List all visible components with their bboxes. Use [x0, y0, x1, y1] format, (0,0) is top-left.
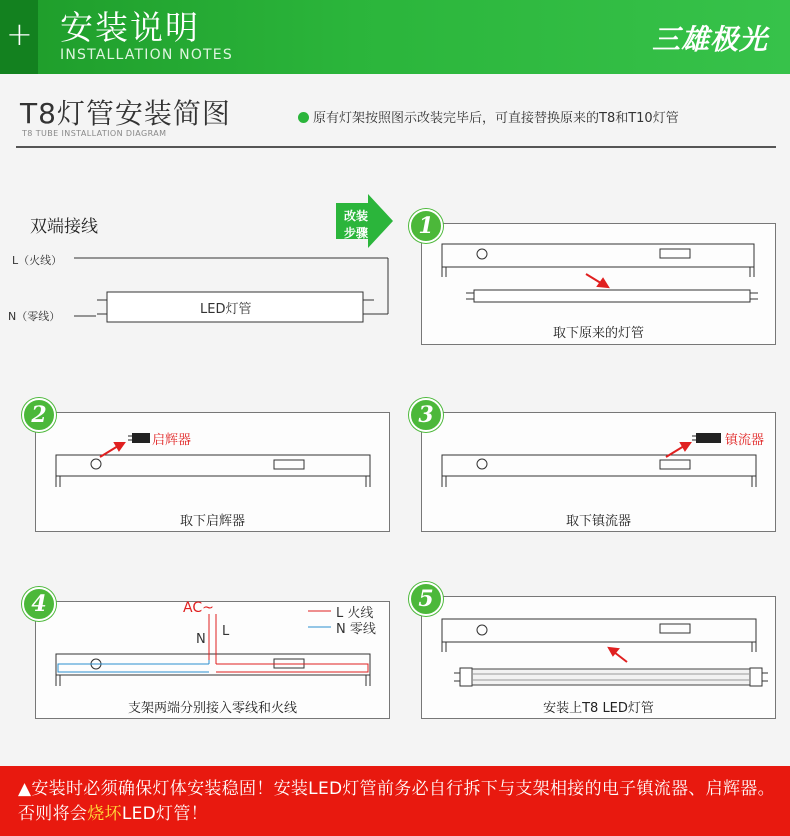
step3-caption: 取下镇流器: [565, 514, 631, 529]
brand-logo: 三雄极光: [651, 23, 768, 56]
warning-banner: [0, 766, 790, 836]
l-label: L: [222, 624, 230, 639]
header-title: 安装说明: [60, 8, 200, 47]
wiring-diagram: [0, 0, 400, 340]
header-subtitle: INSTALLATION NOTES: [60, 47, 233, 63]
warning-text: [18, 777, 776, 827]
section-note-text: 原有灯架按照图示改装完毕后，可直接替换原来的T8和T10灯管: [313, 111, 679, 126]
section-title: T8灯管安装简图: [20, 97, 231, 130]
step1-panel: [421, 223, 776, 345]
neutral-wire-label: N（零线）: [8, 310, 61, 323]
ac-label: AC~: [183, 600, 214, 616]
step4-caption: 支架两端分别接入零线和火线: [127, 701, 297, 716]
live-wire-label: L（火线）: [12, 254, 63, 267]
section-subtitle: T8 TUBE INSTALLATION DIAGRAM: [22, 129, 167, 138]
steps-label-line1: 改装: [343, 209, 368, 223]
step2-caption: 取下启辉器: [179, 514, 245, 529]
step3-number-badge: 3: [409, 398, 443, 432]
step5-number-badge: 5: [409, 582, 443, 616]
step4-number-badge: 4: [22, 587, 56, 621]
led-tube-icon: [472, 669, 750, 685]
n-label: N: [196, 632, 206, 647]
warning-text-part1: ▲安装时必须确保灯体安装稳固！安装LED灯管前务必自行拆下与支架相接的电子镇流器、启辉器。否则将会: [18, 779, 775, 824]
step4-panel: [35, 601, 390, 719]
steps-label: [338, 208, 374, 242]
fixture-outline: [442, 244, 754, 267]
step5-caption: 安装上T8 LED灯管: [543, 701, 654, 716]
starter-label: 启辉器: [152, 433, 192, 448]
step1-caption: 取下原来的灯管: [552, 326, 644, 341]
legend-neutral: N 零线: [336, 622, 376, 637]
fixture-outline: [56, 455, 370, 476]
step5-panel: [421, 596, 776, 719]
fixture-outline: [442, 619, 756, 642]
led-tube-label: LED灯管: [200, 302, 252, 317]
plus-icon: +: [6, 15, 33, 53]
step2-number-badge: 2: [22, 398, 56, 432]
steps-label-line2: 步骤: [343, 226, 368, 240]
step2-panel: [35, 412, 390, 532]
warning-highlight: 烧坏: [87, 804, 122, 824]
warning-text-part2: LED灯管！: [121, 804, 208, 824]
ballast-label: 镇流器: [725, 433, 765, 448]
fixture-outline: [442, 455, 756, 476]
ballast-icon: [696, 433, 721, 443]
legend-live: L 火线: [336, 606, 374, 621]
starter-icon: [132, 433, 150, 443]
step3-panel: [421, 412, 776, 532]
neutral-wire: [58, 664, 209, 672]
wiring-title: 双端接线: [30, 217, 98, 237]
step1-number-badge: 1: [409, 209, 443, 243]
